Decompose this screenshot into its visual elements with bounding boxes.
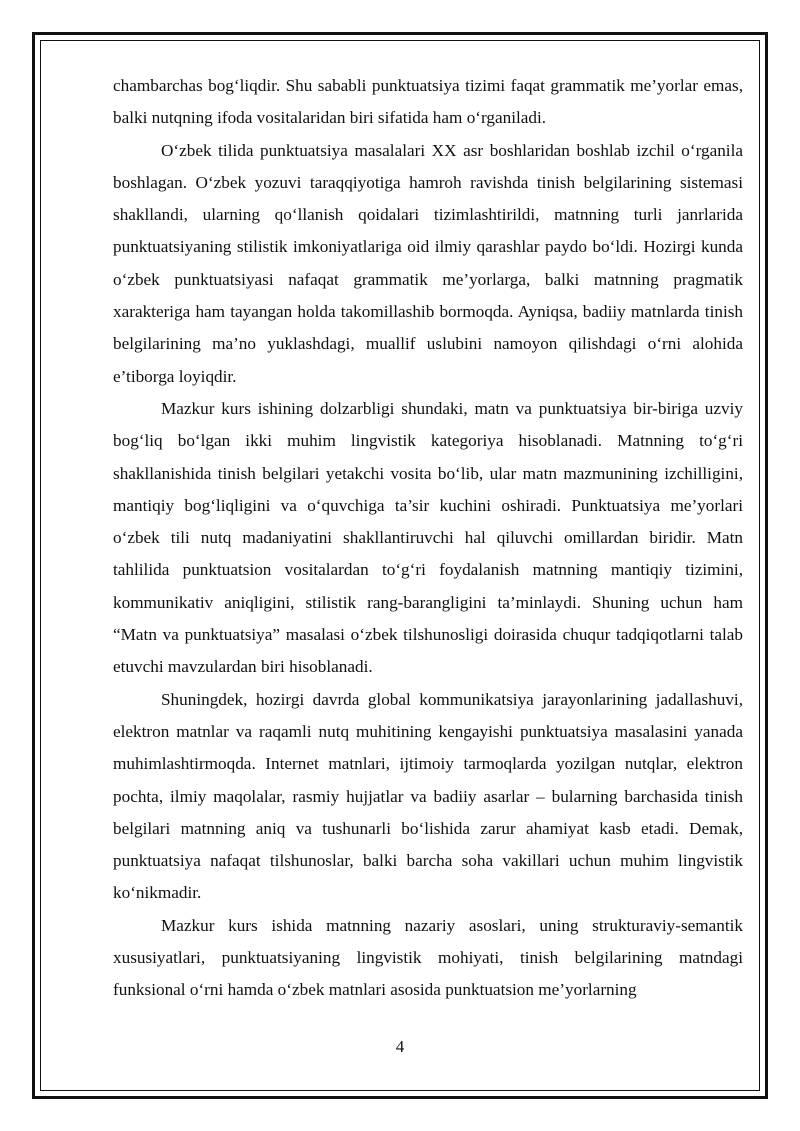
page-number: 4 — [395, 1037, 405, 1056]
paragraph-3: Mazkur kurs ishining dolzarbligi shundaki, matn va punktuatsiya bir-biriga uzviy bog‘liq bo‘lgan ikki muhim lingvistik kategoriya hisoblanadi. Matnning to‘g‘ri shakllanishida tinish belgilari yetakchi vosita bo‘lib, ular matn mazmunining izchilligini, mantiqiy bog‘liqligini va o‘quvchiga ta’sir kuchini oshiradi. Punktuatsiya me’yorlari o‘zbek tili nutq madaniyatini shakllantiruvchi hal qiluvchi omillardan biridir. Matn tahlilida punktuatsion vositalardan to‘g‘ri foydalanish matnning mantiqiy tizimini, kommunikativ aniqligini, stilistik rang-barangligini ta’minlaydi. Shuning uchun ham “Matn va punktuatsiya” masalasi o‘zbek tilshunosligi doirasida chuqur tadqiqotlarni talab etuvchi mavzulardan biri hisoblanadi. — [113, 398, 743, 677]
paragraph-1: chambarchas bog‘liqdir. Shu sababli punktuatsiya tizimi faqat grammatik me’yorlar emas, balki nutqning ifoda vositalaridan biri sifatida ham o‘rganiladi. — [113, 76, 743, 128]
document-body — [113, 70, 743, 1007]
paragraph-4: Shuningdek, hozirgi davrda global kommunikatsiya jarayonlarining jadallashuvi, elektron matnlar va raqamli nutq muhitining kengayishi punktuatsiya masalasini yanada muhimlashtirmoqda. Internet matnlari, ijtimoiy tarmoqlarda yozilgan nutqlar, elektron pochta, ilmiy maqolalar, rasmiy hujjatlar va badiiy asarlar – bularning barchasida tinish belgilari matnning aniq va tushunarli bo‘lishida zarur ahamiyat kasb etadi. Demak, punktuatsiya nafaqat tilshunoslar, balki barcha soha vakillari uchun muhim lingvistik ko‘nikmadir. — [113, 689, 743, 903]
paragraph-5: Mazkur kurs ishida matnning nazariy asoslari, uning strukturaviy-semantik xususiyatlari, punktuatsiyaning lingvistik mohiyati, tinish belgilarining matndagi funksional o‘rni hamda o‘zbek matnlari asosida punktuatsion me’yorlarning — [113, 915, 743, 1000]
paragraph-2: O‘zbek tilida punktuatsiya masalalari XX asr boshlaridan boshlab izchil o‘rganila boshlagan. O‘zbek yozuvi taraqqiyotiga hamroh ravishda tinish belgilarining sistemasi shakllandi, ularning qo‘llanish qoidalari tizimlashtirildi, matnning turli janrlarida punktuatsiyaning stilistik imkoniyatlariga oid ilmiy qarashlar paydo bo‘ldi. Hozirgi kunda o‘zbek punktuatsiyasi nafaqat grammatik me’yorlarga, balki matnning pragmatik xarakteriga ham tayangan holda takomillashib bormoqda. Ayniqsa, badiiy matnlarda tinish belgilarining ma’no yuklashdagi, muallif uslubini namoyon qilishdagi o‘rni alohida e’tiborga loyiqdir. — [113, 140, 743, 386]
